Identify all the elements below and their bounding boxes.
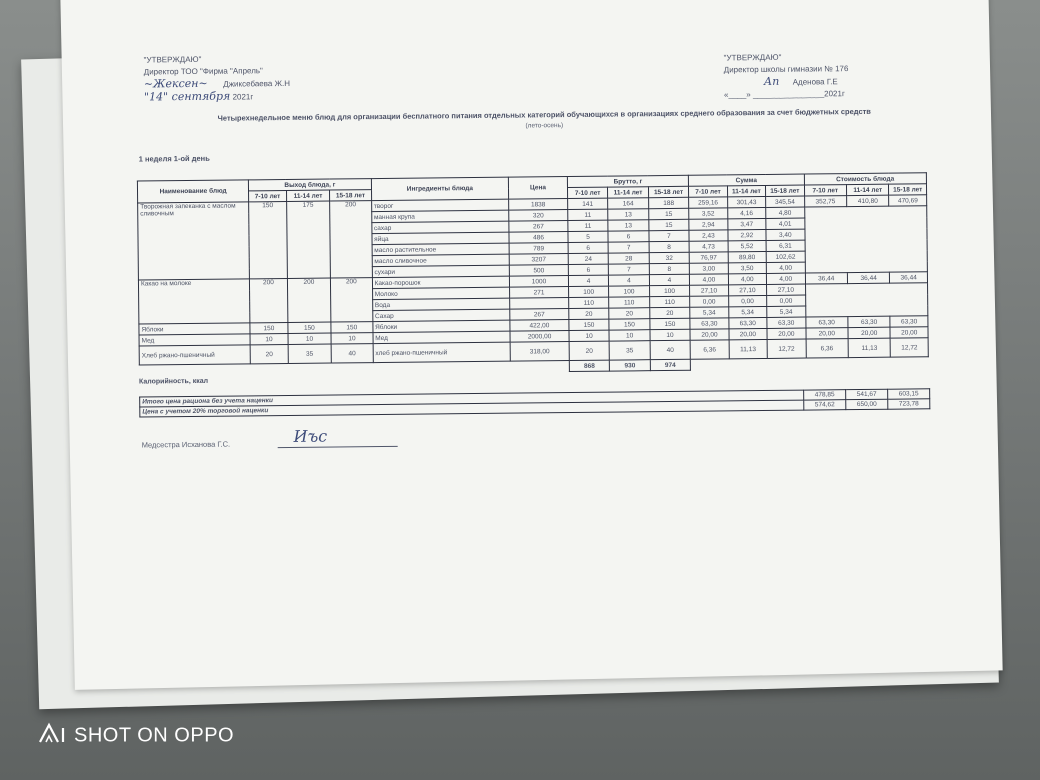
gross: 8 [649,241,690,252]
price: 1000 [510,276,569,288]
dish-cost: 20,00 [805,328,848,339]
sum: 4,00 [728,273,767,284]
gross: 28 [608,253,649,264]
gross-total: 868 [569,360,610,371]
age-header: 11-14 лет [608,187,649,198]
age-header: 7-10 лет [567,187,608,198]
sum: 4,80 [766,207,805,218]
ingredient: масло сливочное [372,254,510,266]
header-gross: Брутто, г [567,175,688,187]
gross: 7 [609,264,650,275]
gross: 20 [649,307,690,318]
gross: 8 [649,263,690,274]
approval-left-line1: "УТВЕРЖДАЮ" [143,54,202,65]
gross: 35 [609,341,650,360]
gross: 4 [568,275,609,286]
sum: 5,34 [690,307,729,318]
calorie-label: Калорийность, ккал [138,377,209,386]
gross: 15 [648,208,689,219]
gross: 141 [567,198,608,209]
price: 1838 [509,199,568,211]
gross: 4 [649,274,690,285]
dish-cost: 36,44 [890,272,928,283]
menu-table [137,172,929,376]
ingredient: сахар [371,221,509,233]
dish-cost: 352,75 [804,196,847,207]
totals-value: 603,15 [888,389,930,399]
signature-scribble-right: Ап [763,74,780,88]
header-cost: Стоимость блюда [804,173,927,185]
dish-name: Творожная запеканка с маслом сливочным [138,202,250,280]
gross: 110 [609,297,650,308]
dish-cost: 410,80 [847,195,890,206]
ingredient: манная крупа [371,210,509,222]
sum: 3,40 [766,229,805,240]
totals-value: 541,67 [846,389,888,399]
dish-name: Яблоки [139,323,250,335]
header-price: Цена [509,177,568,200]
sum: 5,34 [728,306,767,317]
sum: 6,36 [690,340,729,359]
header-sum: Сумма [689,174,804,186]
sum: 3,52 [689,208,728,219]
sum: 0,00 [767,295,806,306]
price: 500 [509,265,568,277]
gross: 20 [609,308,650,319]
ai-logo-icon [38,722,68,750]
gross: 10 [650,329,691,340]
sum: 12,72 [767,339,806,358]
dish-output: 40 [331,344,373,363]
approval-left-date-row [144,90,290,105]
dish-output: 150 [331,322,373,333]
document-season: (лето-осень) [525,122,564,130]
gross: 24 [568,253,609,264]
gross: 100 [609,286,650,297]
sum: 4,73 [689,241,728,252]
sum: 0,00 [690,296,729,307]
gross: 13 [608,209,649,220]
sum: 2,94 [689,219,728,230]
sum: 20,00 [729,328,768,339]
gross: 11 [568,209,609,220]
ingredient: Сахар [372,309,510,321]
approval-right [724,51,849,101]
dish-cost: 470,69 [889,195,927,206]
age-header: 7-10 лет [689,186,728,197]
sum: 63,30 [729,317,768,328]
sum: 4,00 [766,262,805,273]
dish-output: 20 [250,344,288,363]
sum: 2,43 [689,230,728,241]
approval-right-line1: "УТВЕРЖДАЮ" [723,52,782,63]
document-sheet [60,0,1003,690]
sum: 345,54 [766,196,805,207]
sum: 4,01 [766,218,805,229]
gross: 100 [568,286,609,297]
gross: 188 [648,197,689,208]
price: 789 [509,243,568,255]
price: 422,00 [510,320,569,332]
age-header: 15-18 лет [330,190,372,201]
dish-output: 200 [330,201,372,278]
ingredient: Мед [373,331,511,343]
sum: 102,62 [766,251,805,262]
dish-cost: 63,30 [805,317,848,328]
signature-line [278,446,398,448]
document-title: Четырехнедельное меню блюд для организации бесплатного питания отдельных категорий обучающихся в организациях среднего образования за счет бюджетных средств [217,106,871,123]
header-name: Наименование блюд [137,180,248,203]
gross: 7 [608,242,649,253]
dish-cost: 11,13 [848,338,891,357]
gross: 5 [568,231,609,242]
dish-output: 150 [288,322,332,333]
gross: 7 [649,230,690,241]
sum: 27,10 [690,285,729,296]
dish-output: 10 [288,333,332,344]
sum: 6,31 [766,240,805,251]
document-content [124,46,978,475]
nurse-signature: Иъс [293,426,328,446]
approval-left-year: 2021г [232,92,254,102]
price: 267 [510,309,569,321]
sum: 3,00 [690,263,729,274]
price: 271 [510,287,569,299]
sum: 63,30 [690,318,729,329]
sum: 20,00 [767,328,806,339]
sum: 0,00 [728,295,767,306]
empty-cell [805,283,928,317]
dish-name: Мед [139,334,250,346]
approval-right-line3: Аденова Г.Е [792,77,838,87]
dish-output: 35 [288,344,332,363]
gross: 6 [608,231,649,242]
age-header: 11-14 лет [846,184,889,195]
sum: 63,30 [767,317,806,328]
approval-right-signature-row [724,75,849,89]
dish-name: Хлеб ржано-пшеничный [139,345,250,365]
sum: 20,00 [690,329,729,340]
price [510,298,569,310]
age-header: 15-18 лет [766,185,805,196]
gross-total: 930 [610,360,651,371]
price: 267 [509,221,568,233]
signature-scribble: ~Жексен~ [143,76,208,91]
gross: 15 [649,219,690,230]
ingredient: Яблоки [373,320,511,332]
approval-right-line4: «____» ________________2021г [723,89,845,100]
gross: 6 [568,264,609,275]
dish-output: 10 [250,333,288,344]
gross: 150 [569,319,610,330]
dish-name: Какао на молоке [138,279,250,324]
sum: 5,52 [728,240,767,251]
sum: 4,00 [690,274,729,285]
gross: 100 [649,285,690,296]
price: 2000,00 [510,331,569,343]
dish-cost: 20,00 [848,327,891,338]
totals-label: Итого цена рациона без учета наценки [140,390,804,407]
dish-cost: 36,44 [847,272,890,283]
sum: 4,00 [766,273,805,284]
gross: 40 [650,340,691,359]
header-output: Выход блюда, г [249,179,371,191]
age-header: 7-10 лет [804,185,847,196]
gross: 10 [569,330,610,341]
gross: 20 [569,308,610,319]
price: 486 [509,232,568,244]
gross: 13 [608,220,649,231]
age-header: 15-18 лет [889,184,927,195]
dish-cost: 63,30 [848,316,891,327]
dish-cost: 20,00 [890,327,928,338]
ingredient: Вода [372,298,510,310]
header-ingredients: Ингредиенты блюда [371,177,509,200]
approval-left-date: "14" сентября [143,89,231,104]
ingredient: хлеб ржано-пшеничный [373,342,511,362]
dish-output: 200 [250,278,288,322]
ingredient: Какао-порошок [372,276,510,288]
dish-output: 150 [250,322,288,333]
gross: 150 [609,319,650,330]
dish-output: 175 [286,201,330,278]
totals-value: 574,62 [804,400,846,410]
camera-watermark [38,722,234,750]
empty-cell [804,206,927,273]
ingredient: Молоко [372,287,510,299]
nurse-name: Медсестра Исханова Г.С. [141,439,231,450]
gross: 110 [568,297,609,308]
dish-cost: 63,30 [890,316,928,327]
age-header: 11-14 лет [286,190,330,201]
gross: 110 [649,296,690,307]
approval-left-line3: Джиксебаева Ж.Н [223,78,290,89]
dish-cost: 36,44 [805,273,848,284]
age-header: 7-10 лет [249,190,287,201]
sum: 3,50 [728,262,767,273]
dish-output: 200 [287,278,331,322]
sum: 76,97 [689,252,728,263]
dish-cost: 6,36 [806,339,849,358]
totals-value: 723,78 [888,399,930,409]
price: 320 [509,210,568,222]
approval-left [144,53,291,105]
gross: 10 [609,330,650,341]
price: 318,00 [510,342,569,362]
ingredient: масло растительное [372,243,510,255]
sum: 27,10 [728,284,767,295]
dish-output: 150 [249,201,287,278]
gross: 6 [568,242,609,253]
sum: 27,10 [767,284,806,295]
totals-table [139,388,930,417]
sum: 3,47 [727,218,766,229]
gross-total: 974 [650,359,691,370]
totals-value: 650,00 [846,399,888,409]
gross: 20 [569,341,610,360]
age-header: 15-18 лет [648,186,689,197]
sum: 259,16 [689,197,728,208]
sum: 4,16 [727,207,766,218]
ingredient: сухари [372,265,510,277]
totals-value: 478,85 [804,390,846,400]
sum: 301,43 [727,196,766,207]
dish-cost: 12,72 [891,338,929,357]
day-label: 1 неделя 1-ой день [138,153,210,164]
gross: 11 [568,220,609,231]
age-header: 11-14 лет [727,185,766,196]
gross: 32 [649,252,690,263]
approval-left-line2: Директор ТОО "Фирма "Апрель" [143,66,263,77]
sum: 89,80 [728,251,767,262]
empty-cell [691,357,929,370]
gross: 164 [608,198,649,209]
approval-right-line2: Директор школы гимназии № 176 [723,64,849,75]
totals-label: Цена с учетом 20% торговой наценки [140,400,804,417]
sum: 2,92 [728,229,767,240]
dish-output: 10 [331,333,373,344]
watermark-text: SHOT ON OPPO [74,724,235,747]
ingredient: яйца [372,232,510,244]
gross: 4 [609,275,650,286]
gross: 150 [650,318,691,329]
sum: 11,13 [729,339,768,358]
ingredient: творог [371,199,509,211]
sum: 5,34 [767,306,806,317]
dish-output: 200 [331,278,373,322]
price: 3207 [509,254,568,266]
